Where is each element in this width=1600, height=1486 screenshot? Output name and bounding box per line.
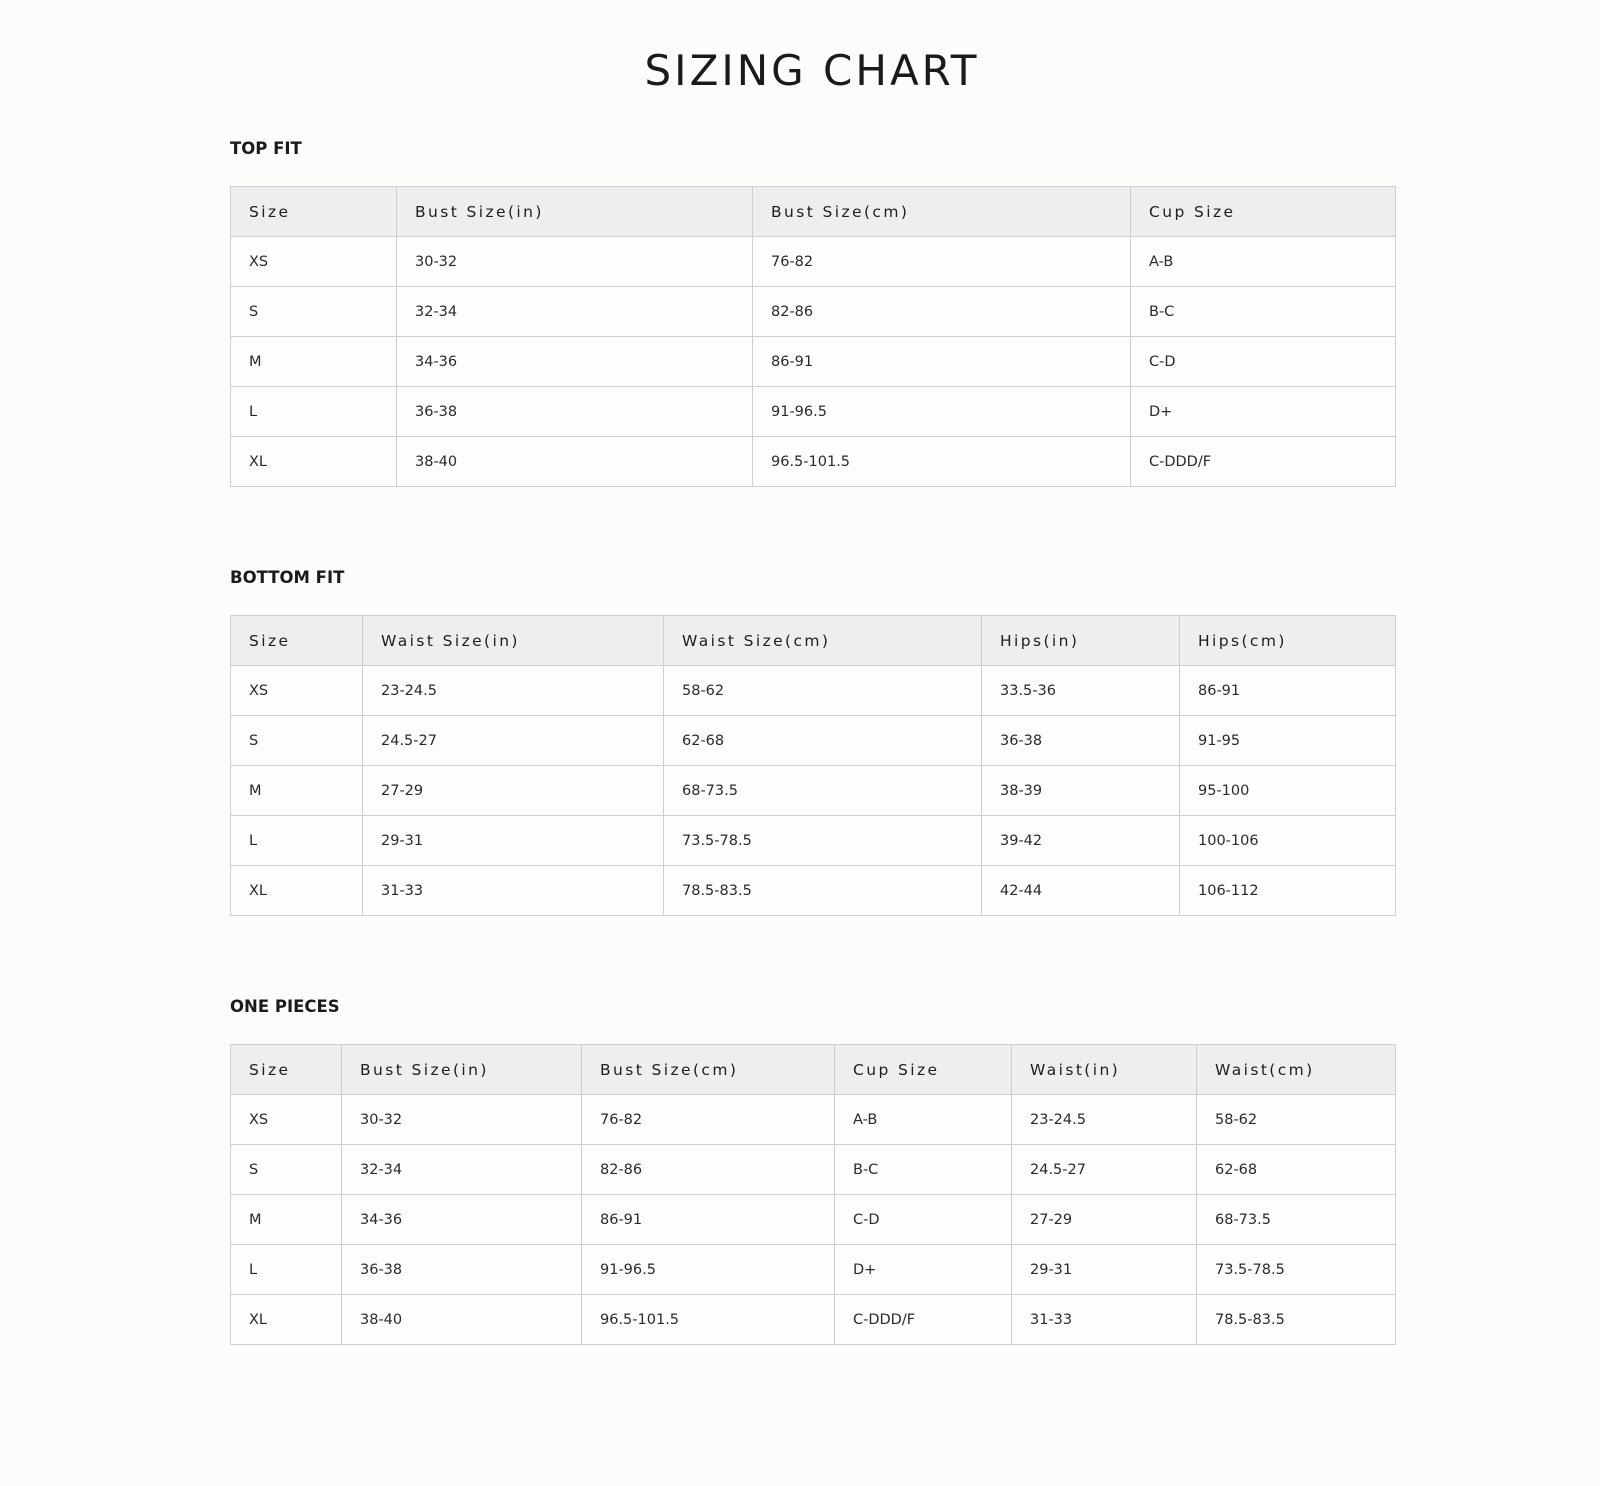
table-cell: 73.5-78.5 <box>664 816 982 866</box>
table-cell: 32-34 <box>397 287 753 337</box>
table-cell: 23-24.5 <box>363 666 664 716</box>
table-cell: XS <box>231 237 397 287</box>
column-header: Waist(cm) <box>1197 1045 1396 1095</box>
table-cell: 31-33 <box>1012 1295 1197 1345</box>
table-cell: 86-91 <box>753 337 1131 387</box>
table-cell: 95-100 <box>1180 766 1396 816</box>
table-cell: A-B <box>1131 237 1396 287</box>
column-header: Size <box>231 616 363 666</box>
column-header: Size <box>231 187 397 237</box>
table-cell: 36-38 <box>397 387 753 437</box>
table-cell: 73.5-78.5 <box>1197 1245 1396 1295</box>
table-cell: S <box>231 287 397 337</box>
table-cell: 38-39 <box>982 766 1180 816</box>
table-cell: L <box>231 1245 342 1295</box>
table-cell: XL <box>231 437 397 487</box>
table-row <box>231 666 1396 716</box>
table-cell: 62-68 <box>664 716 982 766</box>
table-cell: B-C <box>835 1145 1012 1195</box>
table-cell: 29-31 <box>1012 1245 1197 1295</box>
table-row <box>231 1245 1396 1295</box>
table-cell: 38-40 <box>342 1295 582 1345</box>
table-cell: 29-31 <box>363 816 664 866</box>
table-cell: L <box>231 816 363 866</box>
table-cell: M <box>231 1195 342 1245</box>
column-header: Hips(in) <box>982 616 1180 666</box>
table-cell: 31-33 <box>363 866 664 916</box>
column-header: Hips(cm) <box>1180 616 1396 666</box>
table-cell: C-D <box>835 1195 1012 1245</box>
table-cell: 36-38 <box>342 1245 582 1295</box>
table-cell: M <box>231 766 363 816</box>
table-cell: XL <box>231 1295 342 1345</box>
table-cell: 36-38 <box>982 716 1180 766</box>
table-cell: 96.5-101.5 <box>582 1295 835 1345</box>
table-cell: 86-91 <box>582 1195 835 1245</box>
one-pieces-table <box>230 1044 1396 1345</box>
column-header: Cup Size <box>1131 187 1396 237</box>
table-cell: 42-44 <box>982 866 1180 916</box>
top-fit-heading: TOP FIT <box>230 139 302 158</box>
table-row <box>231 1095 1396 1145</box>
table-row <box>231 337 1396 387</box>
column-header: Bust Size(in) <box>397 187 753 237</box>
table-cell: 38-40 <box>397 437 753 487</box>
table-cell: 82-86 <box>582 1145 835 1195</box>
column-header: Bust Size(in) <box>342 1045 582 1095</box>
table-row <box>231 287 1396 337</box>
table-cell: C-DDD/F <box>1131 437 1396 487</box>
top-fit-section <box>230 138 1395 470</box>
table-row <box>231 866 1396 916</box>
table-cell: 24.5-27 <box>363 716 664 766</box>
table-cell: 62-68 <box>1197 1145 1396 1195</box>
table-cell: 91-96.5 <box>753 387 1131 437</box>
table-cell: 58-62 <box>1197 1095 1396 1145</box>
bottom-fit-heading: BOTTOM FIT <box>230 568 345 587</box>
table-cell: 76-82 <box>753 237 1131 287</box>
table-cell: 34-36 <box>397 337 753 387</box>
column-header: Waist Size(cm) <box>664 616 982 666</box>
table-cell: 78.5-83.5 <box>664 866 982 916</box>
table-header-row <box>231 187 1396 237</box>
table-cell: D+ <box>835 1245 1012 1295</box>
table-cell: 106-112 <box>1180 866 1396 916</box>
column-header: Waist Size(in) <box>363 616 664 666</box>
column-header: Cup Size <box>835 1045 1012 1095</box>
table-cell: 39-42 <box>982 816 1180 866</box>
table-row <box>231 766 1396 816</box>
table-cell: 24.5-27 <box>1012 1145 1197 1195</box>
column-header: Bust Size(cm) <box>753 187 1131 237</box>
table-cell: 86-91 <box>1180 666 1396 716</box>
table-cell: 76-82 <box>582 1095 835 1145</box>
table-cell: 68-73.5 <box>664 766 982 816</box>
table-cell: 82-86 <box>753 287 1131 337</box>
table-cell: 96.5-101.5 <box>753 437 1131 487</box>
bottom-fit-table <box>230 615 1396 916</box>
table-cell: 27-29 <box>363 766 664 816</box>
one-pieces-heading: ONE PIECES <box>230 997 340 1016</box>
table-cell: 91-95 <box>1180 716 1396 766</box>
table-cell: 58-62 <box>664 666 982 716</box>
table-cell: 33.5-36 <box>982 666 1180 716</box>
top-fit-table <box>230 186 1396 487</box>
table-cell: 23-24.5 <box>1012 1095 1197 1145</box>
column-header: Size <box>231 1045 342 1095</box>
table-cell: B-C <box>1131 287 1396 337</box>
table-cell: D+ <box>1131 387 1396 437</box>
page-title: SIZING CHART <box>644 46 980 95</box>
table-row <box>231 237 1396 287</box>
table-cell: S <box>231 1145 342 1195</box>
table-cell: S <box>231 716 363 766</box>
table-cell: 78.5-83.5 <box>1197 1295 1396 1345</box>
one-pieces-section <box>230 996 1395 1328</box>
table-row <box>231 716 1396 766</box>
table-cell: 30-32 <box>342 1095 582 1145</box>
table-row <box>231 1145 1396 1195</box>
column-header: Bust Size(cm) <box>582 1045 835 1095</box>
table-cell: 34-36 <box>342 1195 582 1245</box>
table-header-row <box>231 1045 1396 1095</box>
table-row <box>231 387 1396 437</box>
table-row <box>231 437 1396 487</box>
table-cell: XS <box>231 1095 342 1145</box>
table-cell: 91-96.5 <box>582 1245 835 1295</box>
table-cell: L <box>231 387 397 437</box>
table-cell: 27-29 <box>1012 1195 1197 1245</box>
table-row <box>231 1195 1396 1245</box>
table-cell: 30-32 <box>397 237 753 287</box>
table-row <box>231 1295 1396 1345</box>
bottom-fit-section <box>230 567 1395 899</box>
column-header: Waist(in) <box>1012 1045 1197 1095</box>
table-row <box>231 816 1396 866</box>
table-cell: XS <box>231 666 363 716</box>
table-cell: 68-73.5 <box>1197 1195 1396 1245</box>
table-cell: 32-34 <box>342 1145 582 1195</box>
table-cell: M <box>231 337 397 387</box>
table-cell: C-DDD/F <box>835 1295 1012 1345</box>
table-cell: XL <box>231 866 363 916</box>
table-cell: C-D <box>1131 337 1396 387</box>
table-cell: 100-106 <box>1180 816 1396 866</box>
table-cell: A-B <box>835 1095 1012 1145</box>
table-header-row <box>231 616 1396 666</box>
